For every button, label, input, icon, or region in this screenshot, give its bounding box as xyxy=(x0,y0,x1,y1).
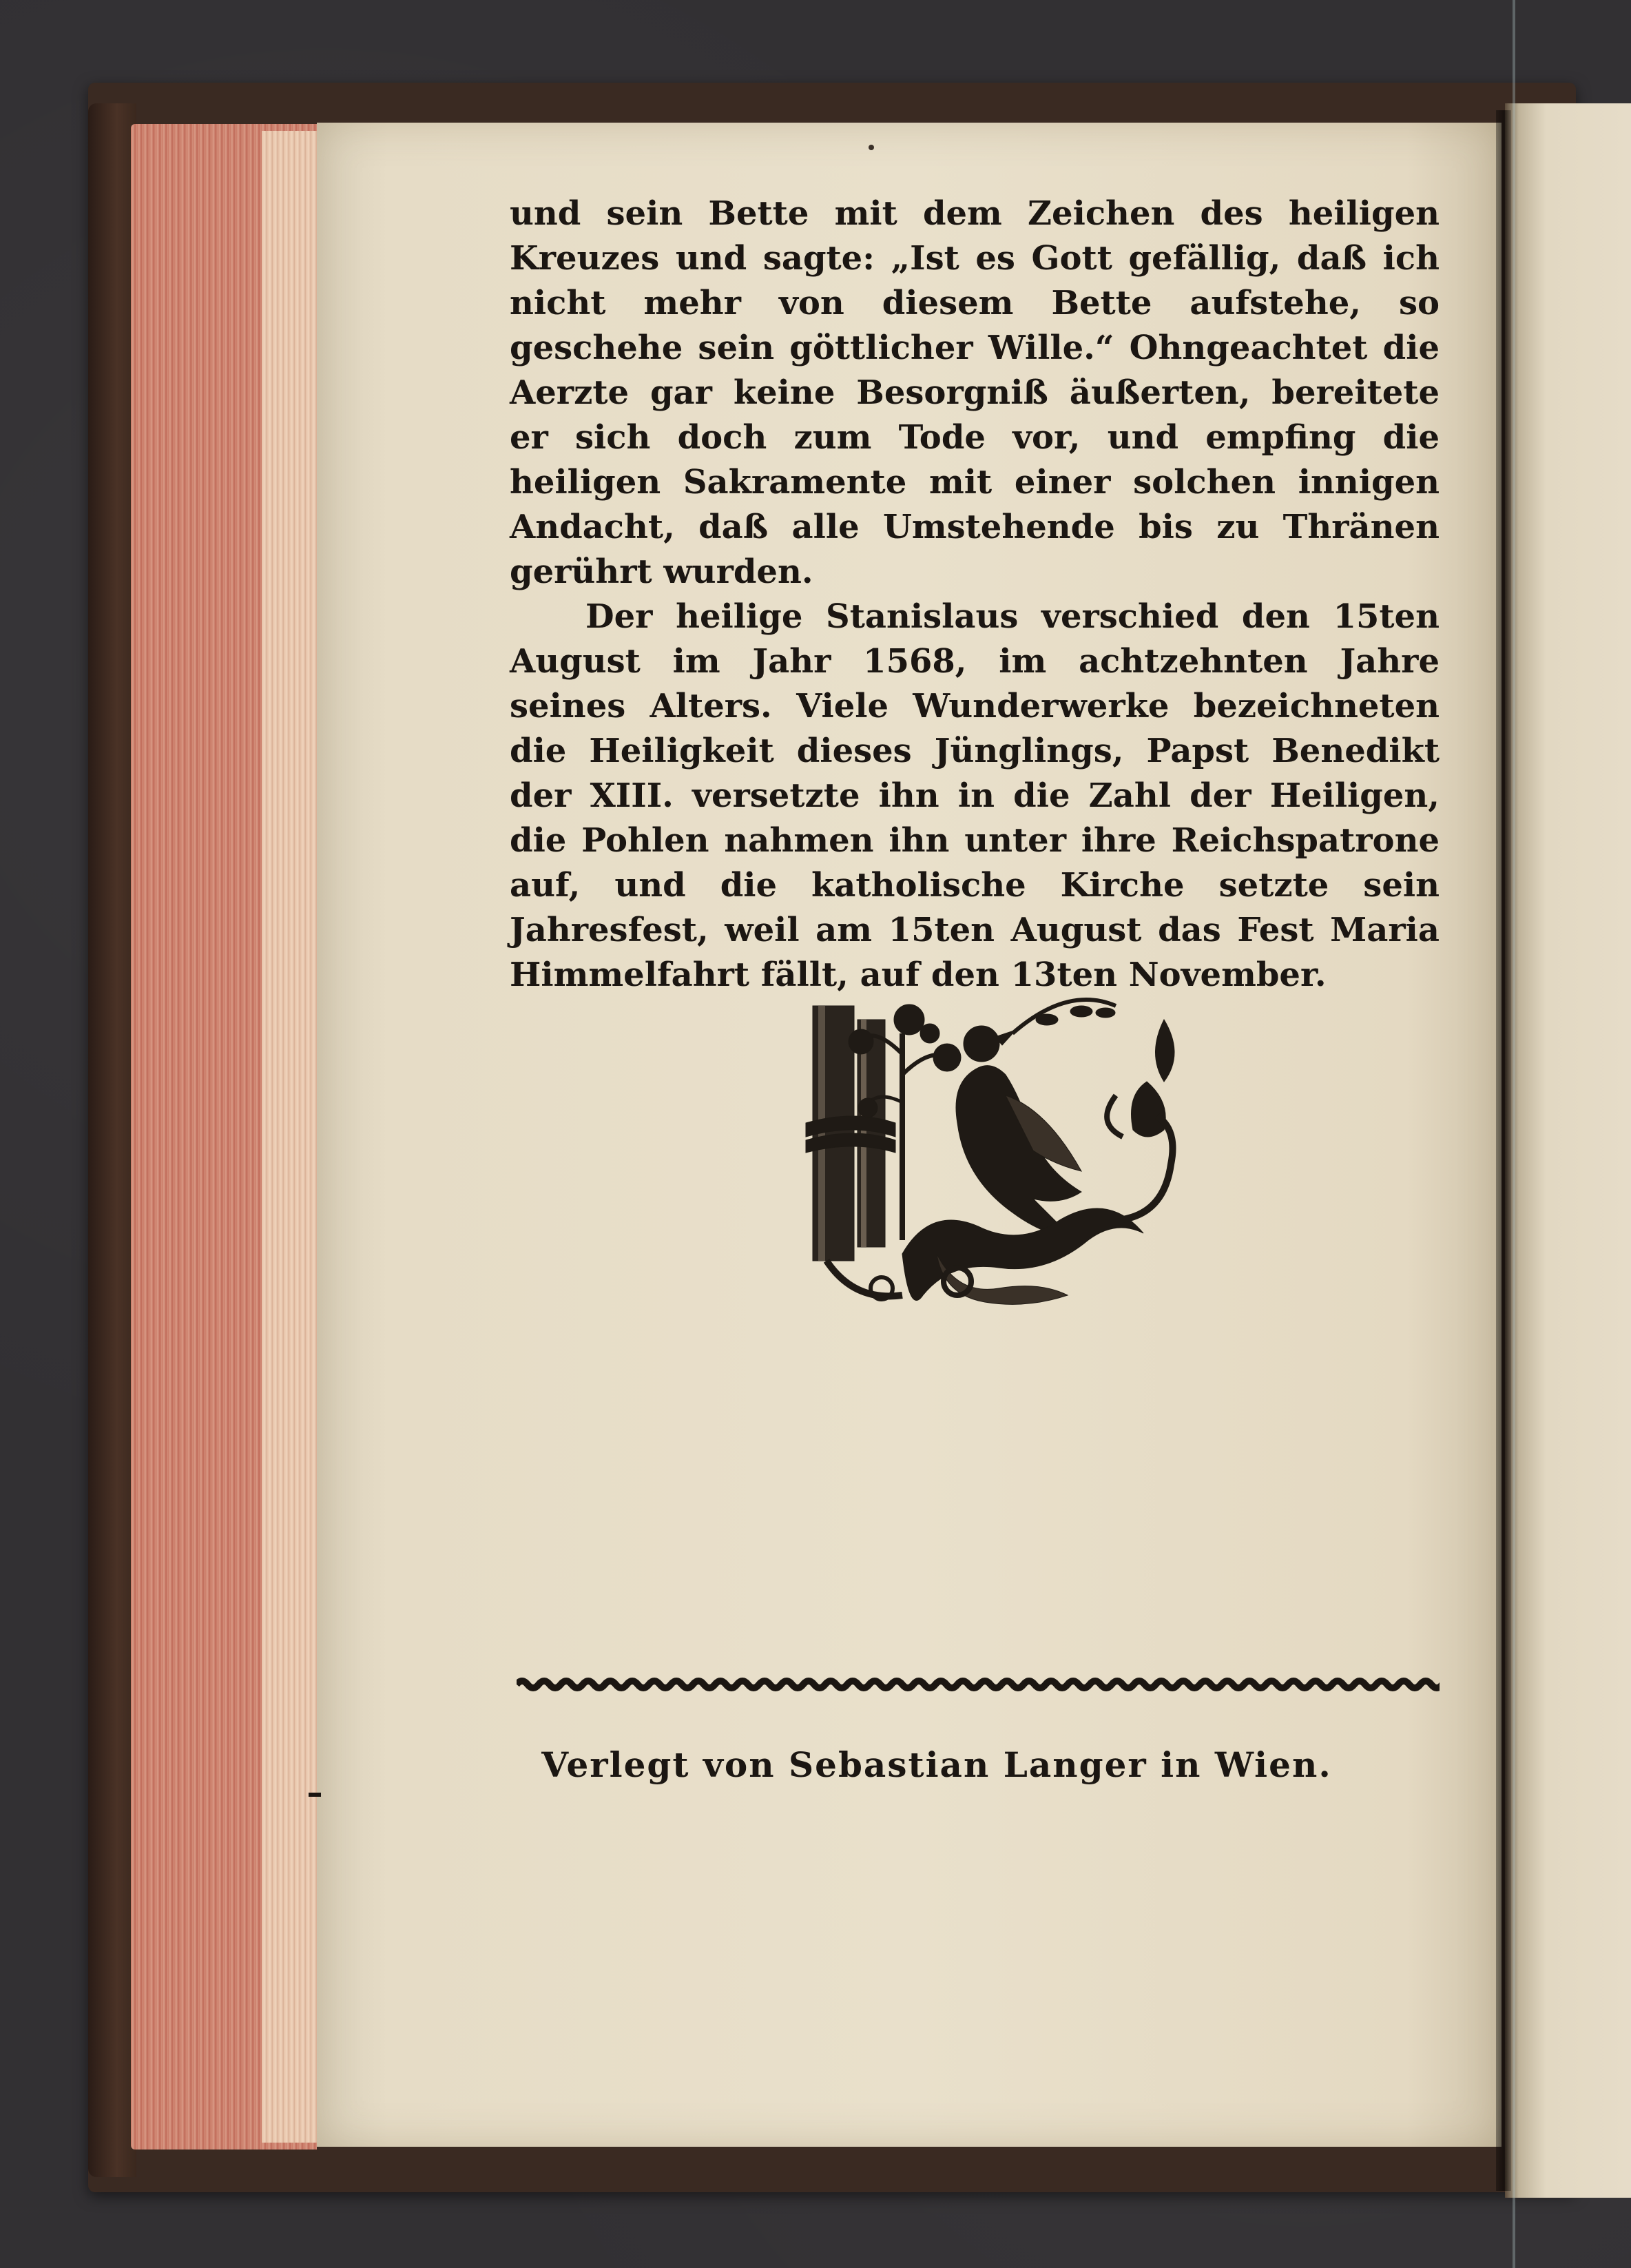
decorative-rule xyxy=(517,1674,1440,1695)
page-gutter xyxy=(1496,110,1511,2191)
woodcut-eagle-vignette-icon xyxy=(799,992,1205,1323)
page-body-text xyxy=(510,192,1440,998)
paragraph-2: Der heilige Stanislaus verschied den 15ten August im Jahr 1568, im achtzehnten Jahre seines Alters. Viele Wunderwerke bezeichneten die Heiligkeit dieses Jünglings, Papst Benedikt der XIII. versetzte ihn in die Zahl der Heiligen, die Pohlen nahmen ihn unter ihre Reichspatrone auf, und die katholische Kirche setzte sein Jahresfest, weil am 15ten August das Fest Maria Himmelfahrt fällt, auf den 13ten November. xyxy=(510,597,1440,994)
publisher-imprint: Verlegt von Sebastian Langer in Wien. xyxy=(541,1744,1332,1785)
page-margin-mark xyxy=(309,1793,321,1797)
page-dot xyxy=(869,145,874,150)
facing-page xyxy=(1505,103,1631,2198)
book-spine xyxy=(88,103,136,2177)
paragraph-1: und sein Bette mit dem Zeichen des heiligen Kreuzes und sagte: „Ist es Gott gefällig, daß ich nicht mehr von diesem Bette aufstehe, so geschehe sein göttlicher Wille.“ Ohngeachtet die Aerzte gar keine Besorgniß äußerten, bereitete er sich doch zum Tode vor, und empfing die heiligen Sakramente mit einer solchen innigen Andacht, daß alle Umstehende bis zu Thränen gerührt wurden. xyxy=(510,194,1440,591)
glass-plate-edge xyxy=(1513,0,1515,2268)
page-edges-inner xyxy=(262,131,324,2143)
